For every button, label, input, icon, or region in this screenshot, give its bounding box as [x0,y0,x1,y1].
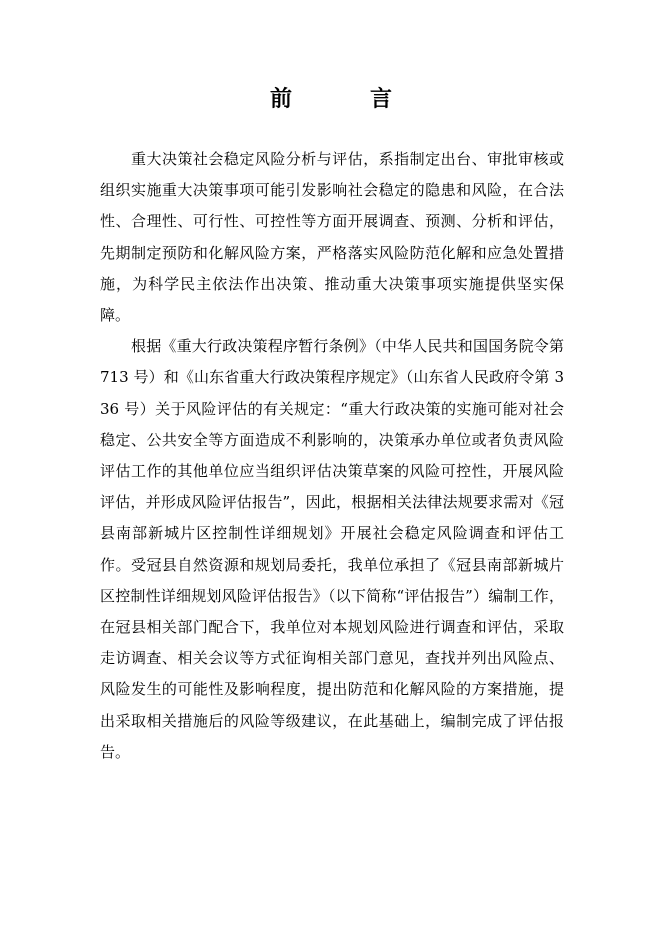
document-body [100,144,564,768]
page-title: 前 言 [269,86,420,112]
paragraph-basis: 根据《重大行政决策程序暂行条例》（中华人民共和国国务院令第 713 号）和《山东省重大行政决策程序规定》（山东省人民政府令第 336 号）关于风险评估的有关规定：“重大行政决策的实施可能对社会稳定、公共安全等方面造成不利影响的，决策承办单位或者负责风险评估工作的其他单位应当组织评估决策草案的风险可控性，开展风险评估，并形成风险评估报告”，因此，根据相关法律法规要求需对《冠县南部新城片区控制性详细规划》开展社会稳定风险调查和评估工作。受冠县自然资源和规划局委托，我单位承担了《冠县南部新城片区控制性详细规划风险评估报告》（以下简称“评估报告”）编制工作，在冠县相关部门配合下，我单位对本规划风险进行调查和评估，采取走访调查、相关会议等方式征询相关部门意见，查找并列出风险点、风险发生的可能性及影响程度，提出防范和化解风险的方案措施，提出采取相关措施后的风险等级建议，在此基础上，编制完成了评估报告。 [100,337,564,761]
paragraph-definition: 重大决策社会稳定风险分析与评估，系指制定出台、审批审核或组织实施重大决策事项可能引发影响社会稳定的隐患和风险，在合法性、合理性、可行性、可控性等方面开展调查、预测、分析和评估，先期制定预防和化解风险方案，严格落实风险防范化解和应急处置措施，为科学民主依法作出决策、推动重大决策事项实施提供坚实保障。 [100,150,564,325]
